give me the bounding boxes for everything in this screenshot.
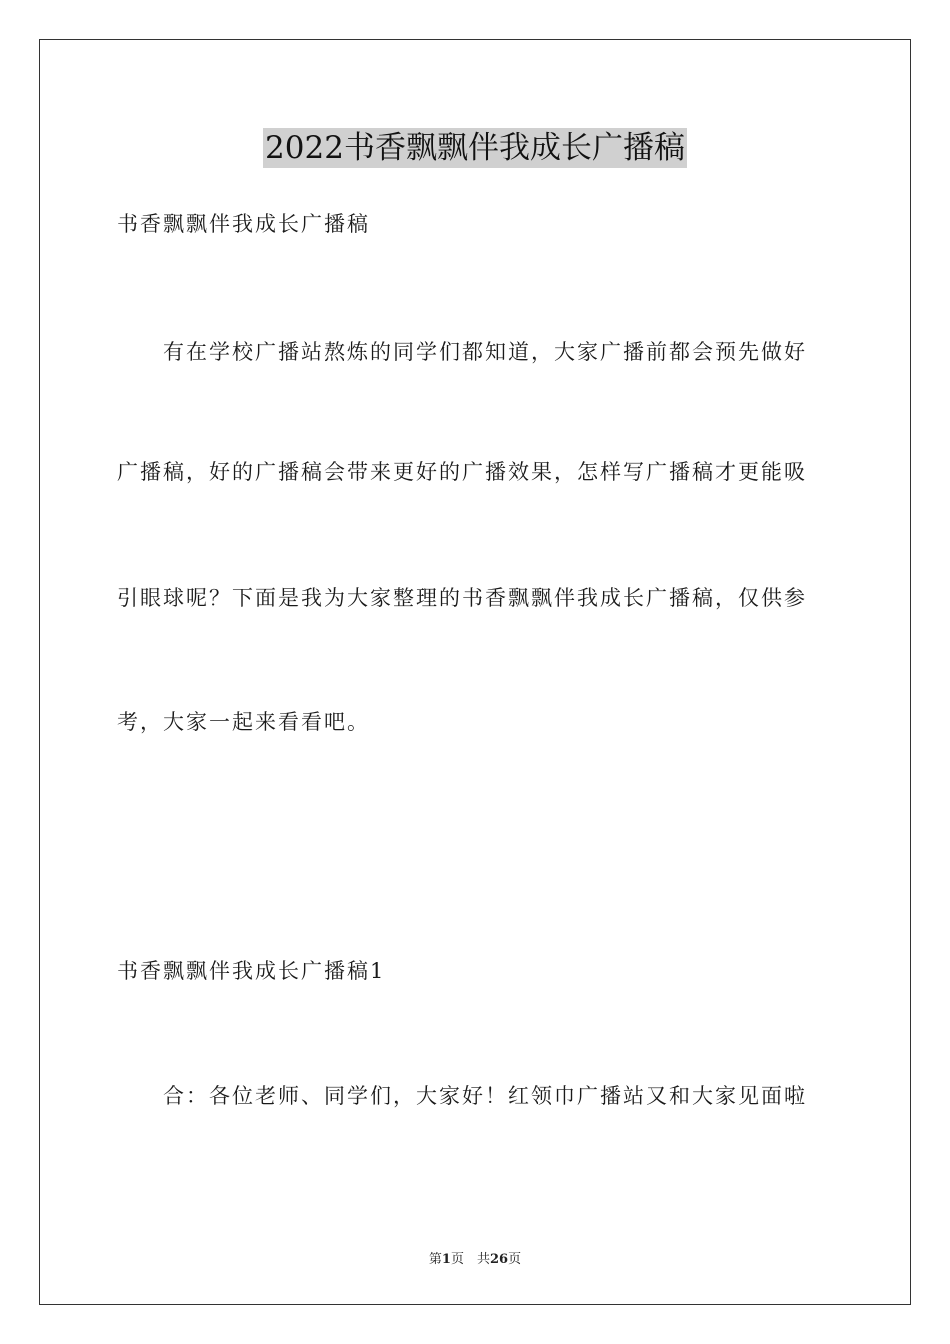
paragraph-line-3: 引眼球呢？下面是我为大家整理的书香飘飘伴我成长广播稿，仅供参 (117, 586, 807, 610)
footer-current-page: 1 (441, 1252, 451, 1267)
document-title-container (0, 128, 950, 168)
page-footer (0, 1248, 950, 1267)
document-subtitle: 书香飘飘伴我成长广播稿 (117, 212, 370, 236)
paragraph-line-1: 有在学校广播站熬炼的同学们都知道，大家广播前都会预先做好 (163, 340, 807, 364)
section-heading: 书香飘飘伴我成长广播稿1 (117, 959, 386, 983)
footer-page-mid: 页 共 (450, 1252, 490, 1267)
footer-page-suffix: 页 (508, 1252, 522, 1267)
paragraph-line-2: 广播稿，好的广播稿会带来更好的广播效果，怎样写广播稿才更能吸 (117, 460, 807, 484)
footer-page-prefix: 第 (428, 1252, 442, 1267)
paragraph-line-4: 考，大家一起来看看吧。 (117, 710, 370, 734)
footer-total-pages: 26 (489, 1252, 509, 1267)
section-paragraph-line-1: 合：各位老师、同学们，大家好！红领巾广播站又和大家见面啦 (163, 1084, 807, 1108)
document-title: 2022书香飘飘伴我成长广播稿 (265, 130, 685, 166)
